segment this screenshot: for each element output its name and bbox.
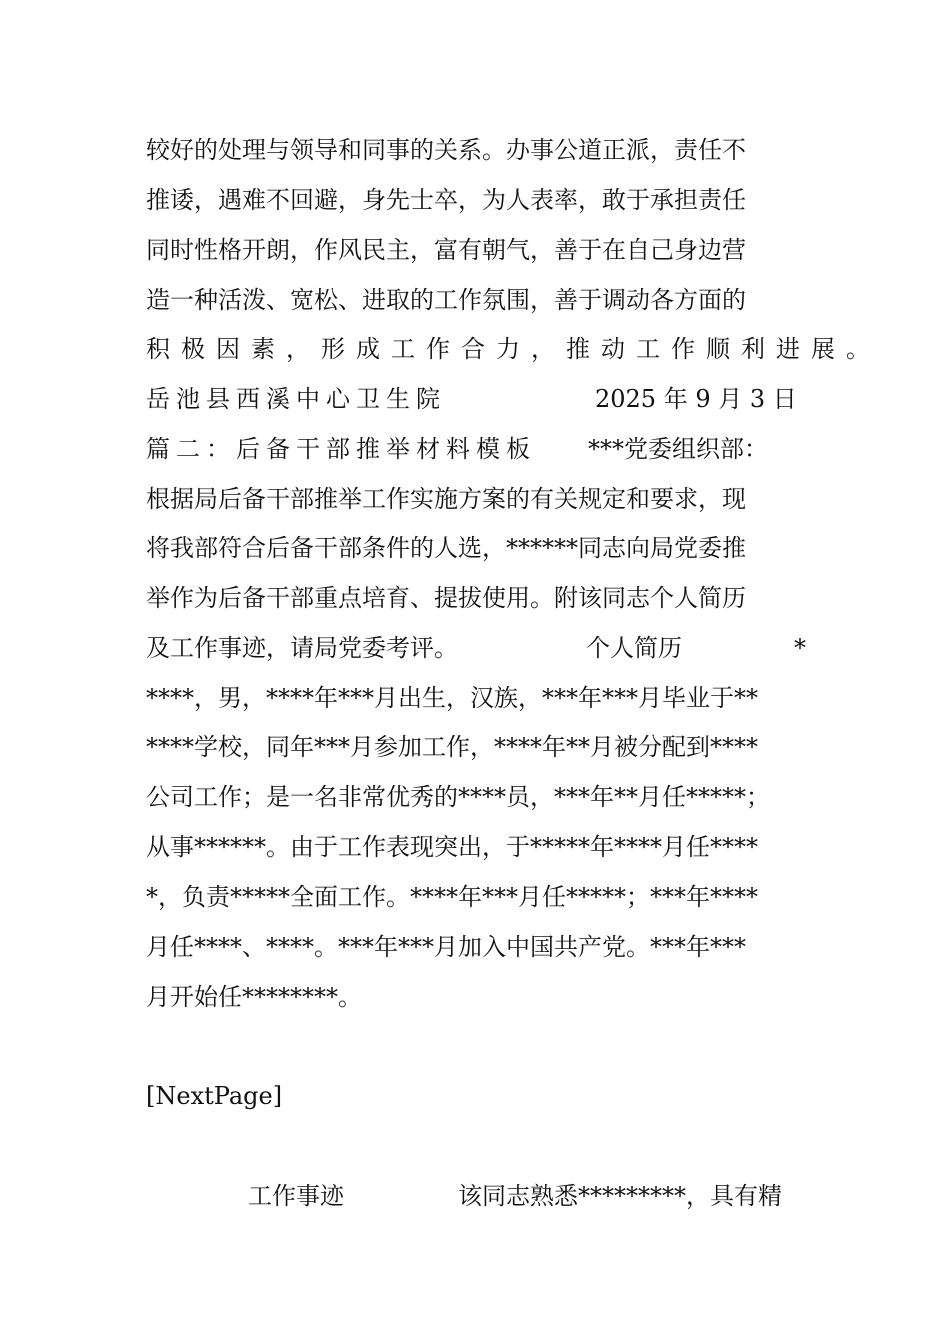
resume-heading: 个人简历 <box>586 634 682 662</box>
nextpage-marker: [NextPage] <box>146 1082 283 1110</box>
body-line-14: 月任****、****。***年***月加入中国共产党。***年*** <box>146 933 746 961</box>
body-line-8: 举作为后备干部重点培育、提拔使用。附该同志个人简历 <box>146 584 746 612</box>
deeds-line-text: 该同志熟悉*********，具有精 <box>458 1182 782 1210</box>
body-line-9: ****，男，****年***月出生，汉族，***年***月毕业于** <box>146 684 758 712</box>
body-line-7: 将我部符合后备干部条件的人选，******同志向局党委推 <box>146 534 746 562</box>
body-line-5: 积极因素，形成工作合力，推动工作顺利进展。 <box>146 335 881 363</box>
signature-org: 岳池县西溪中心卫生院 <box>146 385 446 413</box>
body-line-2: 推诿，遇难不回避，身先士卒，为人表率，敢于承担责任 <box>146 186 746 214</box>
body-line-12: 从事******。由于工作表现突出，于*****年****月任**** <box>146 833 758 861</box>
body-line-13: *，负责*****全面工作。****年***月任*****；***年**** <box>146 883 758 911</box>
body-line-4: 造一种活泼、宽松、进取的工作氛围，善于调动各方面的 <box>146 286 746 314</box>
body-line-11: 公司工作；是一名非常优秀的****员，***年**月任*****； <box>146 783 770 811</box>
signature-date: 2025 年 9 月 3 日 <box>595 385 797 413</box>
deeds-heading: 工作事迹 <box>248 1182 344 1210</box>
section2-addressee: ***党委组织部： <box>588 435 768 463</box>
body-line-15: 月开始任********。 <box>146 983 362 1011</box>
section2-heading: 篇二：后备干部推举材料模板 <box>146 435 536 463</box>
resume-line-tail: * <box>794 634 806 662</box>
body-line-3: 同时性格开朗，作风民主，富有朝气，善于在自己身边营 <box>146 236 746 264</box>
resume-line-text: 及工作事迹，请局党委考评。 <box>146 634 458 662</box>
body-line-1: 较好的处理与领导和同事的关系。办事公道正派，责任不 <box>146 136 746 164</box>
body-line-6: 根据局后备干部推举工作实施方案的有关规定和要求，现 <box>146 485 746 513</box>
body-line-10: ****学校，同年***月参加工作，****年**月被分配到**** <box>146 733 758 761</box>
